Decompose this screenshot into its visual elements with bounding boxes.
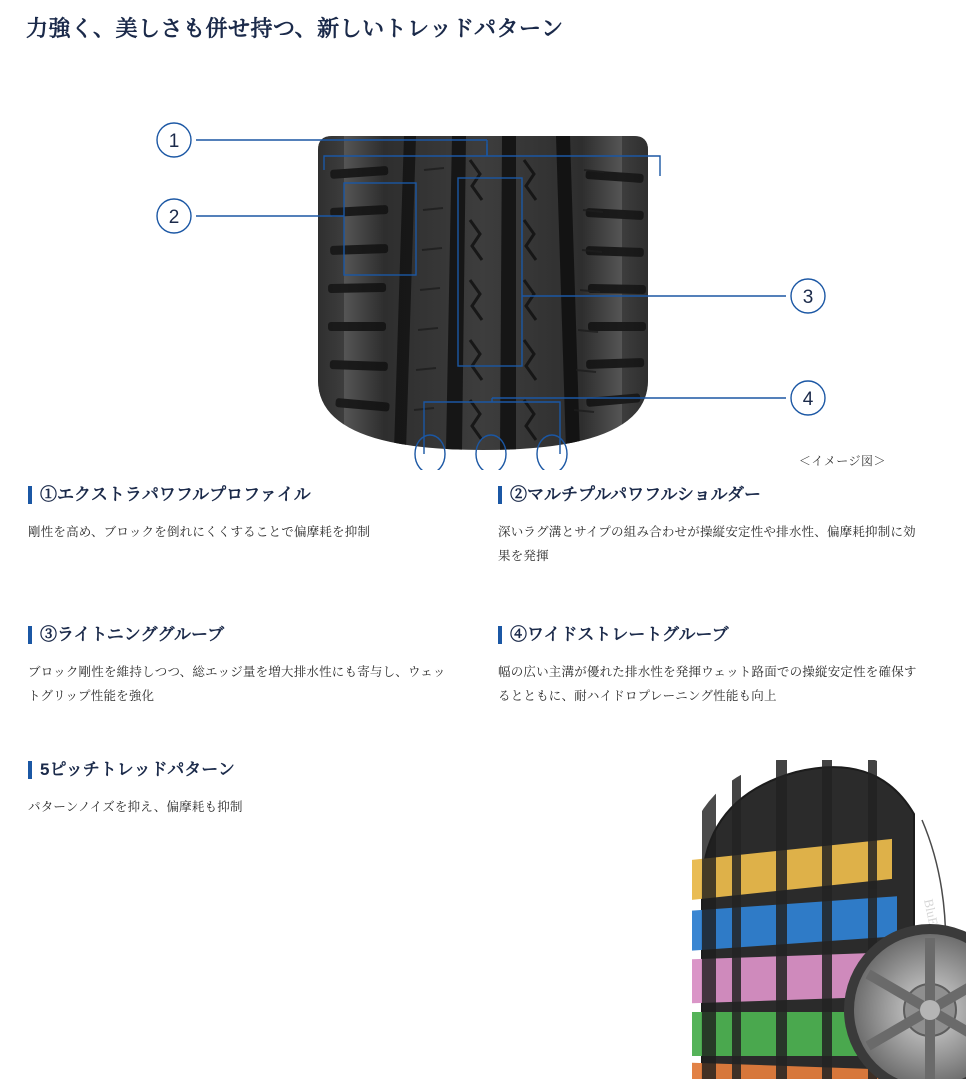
svg-text:2: 2: [168, 207, 180, 228]
svg-text:3: 3: [802, 287, 814, 308]
feature-heading-2: ②マルチプルパワフルショルダー: [498, 485, 928, 505]
feature-body-3: ブロック剛性を維持しつつ、総エッジ量を増大排水性にも寄与し、ウェットグリップ性能を強化: [28, 665, 446, 703]
tread-pattern-diagram: [0, 50, 966, 470]
feature-item-2: [498, 485, 928, 568]
feature-heading-4: ④ワイドストレートグルーブ: [498, 625, 928, 645]
feature-body-2: 深いラグ溝とサイプの組み合わせが操縦安定性や排水性、偏摩耗抑制に効果を発揮: [498, 525, 916, 563]
image-caption: ＜イメージ図＞: [798, 454, 886, 468]
feature-item-3: [28, 625, 448, 708]
feature-body-1: 剛性を高め、ブロックを倒れにくくすることで偏摩耗を抑制: [28, 525, 371, 540]
feature-body-4: 幅の広い主溝が優れた排水性を発揮ウェット路面での操縦安定性を確保するとともに、耐ハイドロプレーニング性能も向上: [498, 665, 917, 703]
feature-heading-3: ③ライトニンググルーブ: [28, 625, 448, 645]
callout-number-4: [791, 381, 825, 415]
svg-text:1: 1: [168, 131, 180, 152]
callout-number-3: [791, 279, 825, 313]
feature-item-1: [28, 485, 448, 545]
feature-item-5: [28, 760, 448, 820]
pitch-pattern-tire-image: [672, 740, 966, 1079]
feature-heading-1: ①エクストラパワフルプロファイル: [28, 485, 448, 505]
feature-item-4: [498, 625, 928, 708]
callout-number-2: [157, 199, 191, 233]
feature-body-5: パターンノイズを抑え、偏摩耗も抑制: [28, 800, 243, 815]
svg-text:4: 4: [802, 389, 814, 410]
page-title: 力強く、美しさも併せ持つ、新しいトレッドパターン: [26, 16, 564, 41]
callout-number-1: [157, 123, 191, 157]
feature-heading-5: 5ピッチトレッドパターン: [28, 760, 448, 780]
